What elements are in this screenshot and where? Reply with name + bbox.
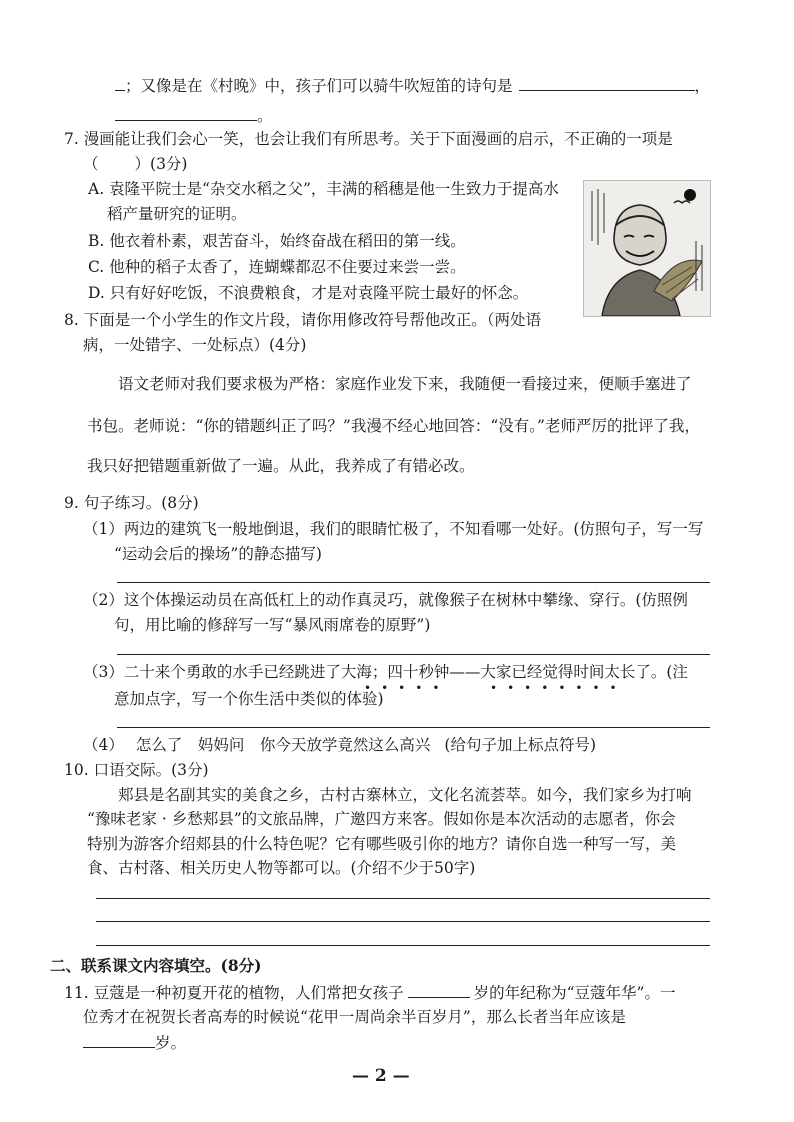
q8-passage-line-2: 书包。老师说：“你的错题纠正了吗？”我漫不经心地回答：“没有。”老师严厉的批评了我， <box>87 417 700 435</box>
answer-blank[interactable] <box>408 983 470 998</box>
q9-sub1-answer-line[interactable] <box>117 582 710 583</box>
q8-stem-cont: 病，一处错字、一处标点）(4分) <box>83 336 307 354</box>
emphasis-dots: ••••• <box>364 681 450 695</box>
answer-blank[interactable] <box>83 1033 155 1048</box>
q9-sub1-cont: “运动会后的操场”的静态描写) <box>114 545 322 563</box>
q7-stem-answer: （ ）(3分) <box>83 155 188 173</box>
section-2-title: 二、联系课文内容填空。(8分) <box>50 956 262 975</box>
q9-sub2: （2）这个体操运动员在高低杠上的动作真灵巧，就像猴子在树林中攀缘、穿行。(仿照例 <box>83 591 688 609</box>
cartoon-illustration <box>583 180 711 317</box>
q9-sub3-answer-line[interactable] <box>117 727 710 728</box>
q9-sub4: （4） 怎么了 妈妈问 你今天放学竟然这么高兴 (给句子加上标点符号) <box>83 736 596 754</box>
q10-answer-line-3[interactable] <box>96 945 710 946</box>
portrait-sketch <box>584 181 710 316</box>
q10-passage-line-1: 郏县是名副其实的美食之乡，古村古寨林立，文化名流荟萃。如今，我们家乡为打响 <box>118 786 692 804</box>
q7-option-c: C. 他种的稻子太香了，连蝴蝶都忍不住要过来尝一尝。 <box>88 258 466 276</box>
q9-stem: 9. 句子练习。(8分) <box>64 494 199 512</box>
page-number: — 2 — <box>352 1066 410 1086</box>
q9-sub3-cont: 意加点字，写一个你生活中类似的体验) <box>114 690 384 708</box>
answer-blank[interactable] <box>115 76 125 91</box>
q7-option-d: D. 只有好好吃饭，不浪费粮食，才是对袁隆平院士最好的怀念。 <box>88 284 529 302</box>
q8-stem: 8. 下面是一个小学生的作文片段，请你用修改符号帮他改正。（两处语 <box>64 311 541 329</box>
q9-sub3: （3）二十来个勇敢的水手已经跳进了大海；四十秒钟——大家已经觉得时间太长了。(注 <box>83 663 688 681</box>
q8-passage-line-3: 我只好把错题重新做了一遍。从此，我养成了有错必改。 <box>87 457 475 475</box>
answer-blank[interactable] <box>519 76 695 91</box>
emphasis-dots: •••••••• <box>490 681 627 695</box>
q9-sub2-cont: 句，用比喻的修辞写一写“暴风雨席卷的原野”) <box>114 616 431 634</box>
q7-option-a: A. 袁隆平院士是“杂交水稻之父”，丰满的稻穗是他一生致力于提高水 <box>88 180 559 198</box>
q10-answer-line-1[interactable] <box>96 898 710 899</box>
q9-sub4-sentence: 怎么了 妈妈问 你今天放学竟然这么高兴 <box>135 736 431 754</box>
q9-sub2-answer-line[interactable] <box>117 654 710 655</box>
q7-option-a-cont: 稻产量研究的证明。 <box>107 205 247 223</box>
q10-answer-line-2[interactable] <box>96 921 710 922</box>
q11-line-1: 11. 豆蔻是一种初夏开花的植物，人们常把女孩子 岁的年纪称为“豆蔻年华”。一 <box>64 984 676 1002</box>
q7-option-b: B. 他衣着朴素，艰苦奋斗，始终奋战在稻田的第一线。 <box>88 232 466 250</box>
q7-stem: 7. 漫画能让我们会心一笑，也会让我们有所思考。关于下面漫画的启示，不正确的一项是 <box>64 130 673 148</box>
q10-passage-line-4: 食、古村落、相关历史人物等都可以。(介绍不少于50字) <box>87 859 476 877</box>
q9-sub1: （1）两边的建筑飞一般地倒退，我们的眼睛忙极了，不知看哪一处好。(仿照句子，写一写 <box>83 520 704 538</box>
q10-passage-line-3: 特别为游客介绍郏县的什么特色呢？它有哪些吸引你的地方？请你自选一种写一写，美 <box>87 835 677 853</box>
q11-line-3: 岁。 <box>83 1033 186 1053</box>
q8-passage-line-1: 语文老师对我们要求极为严格：家庭作业发下来，我随便一看接过来，便顺手塞进了 <box>118 375 692 393</box>
q10-passage-line-2: “豫味老家 · 乡愁郏县”的文旅品牌，广邀四方来客。假如你是本次活动的志愿者，你会 <box>87 810 676 828</box>
answer-blank[interactable] <box>115 106 257 121</box>
q10-stem: 10. 口语交际。(3分) <box>64 761 209 779</box>
prev-question-line-1: ；又像是在《村晚》中，孩子们可以骑牛吹短笛的诗句是 ， <box>115 76 710 96</box>
q11-line-2: 位秀才在祝贺长者高寿的时候说“花甲一周尚余半百岁月”，那么长者当年应该是 <box>83 1008 626 1026</box>
prev-question-line-2: 。 <box>115 106 273 126</box>
